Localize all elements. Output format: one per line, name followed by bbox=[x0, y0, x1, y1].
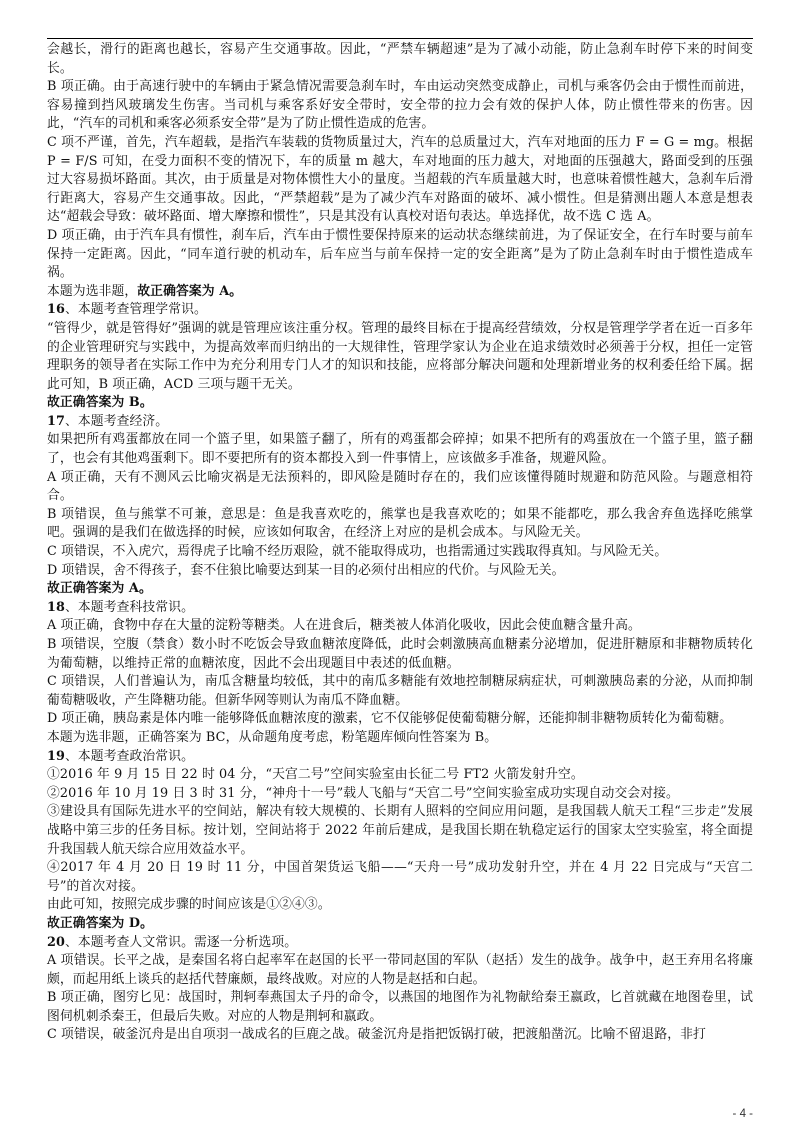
paragraph bbox=[47, 543, 753, 562]
answer-text: 故正确答案为 A。 bbox=[137, 283, 243, 299]
document-body bbox=[47, 41, 753, 1045]
paragraph-text: 、本题考查政治常识。 bbox=[65, 748, 194, 764]
question-number: 20 bbox=[47, 934, 66, 950]
paragraph-text: 本题为选非题， bbox=[47, 283, 138, 299]
question-number: 18 bbox=[47, 599, 66, 615]
paragraph bbox=[47, 636, 753, 673]
paragraph bbox=[47, 915, 753, 934]
paragraph-text: “管得少，就是管得好”强调的就是管理应该注重分权。管理的最终目标在于提高经营绩效，分权是管理学学者在近一百多年的企业管理研究与实践中，为提高效率而归纳出的一大规律性，管理学家认为企业在追求绩效时必须善于分权，担任一定管理职务的领导者在实际工作中为充分利用专门人才的知识和技能，应将部分解决问题和处理新增业务的权利委任给下属。据此可知，B 项正确，ACD 三项与题干无关。 bbox=[47, 320, 753, 392]
paragraph-text: 由此可知，按照完成步骤的时间应该是①②④③。 bbox=[47, 897, 331, 913]
paragraph bbox=[47, 710, 753, 729]
paragraph-text: B 项正确，图穷匕见：战国时，荆轲奉燕国太子丹的命令，以燕国的地图作为礼物献给秦王嬴政，匕首就藏在地图卷里，试图伺机刺杀秦王，但最后失败。对应的人物是荆轲和嬴政。 bbox=[47, 990, 753, 1024]
paragraph bbox=[47, 283, 753, 302]
paragraph bbox=[47, 413, 753, 432]
paragraph-text: 、本题考查管理学常识。 bbox=[65, 302, 207, 318]
paragraph-text: 本题为选非题，正确答案为 BC，从命题角度考虑，粉笔题库倾向性答案为 B。 bbox=[47, 729, 498, 745]
paragraph-text: D 项正确，胰岛素是体内唯一能够降低血糖浓度的激素，它不仅能够促使葡萄糖分解，还能抑制非糖物质转化为葡萄糖。 bbox=[47, 711, 733, 727]
paragraph bbox=[47, 394, 753, 413]
paragraph bbox=[47, 803, 753, 859]
paragraph bbox=[47, 989, 753, 1026]
paragraph bbox=[47, 859, 753, 896]
paragraph-text: 、本题考查经济。 bbox=[65, 413, 169, 429]
paragraph bbox=[47, 617, 753, 636]
answer-text: 故正确答案为 D。 bbox=[47, 915, 154, 931]
paragraph bbox=[47, 934, 753, 953]
question-number: 17 bbox=[47, 413, 66, 429]
paragraph-text: A 项正确，天有不测风云比喻灾祸是无法预料的，即风险是随时存在的，我们应该懂得随时规避和防范风险。与题意相符合。 bbox=[47, 469, 753, 504]
paragraph-text: C 项错误，人们普遍认为，南瓜含糖量均较低，其中的南瓜多糖能有效地控制糖尿病症状，可刺激胰岛素的分泌，从而抑制葡萄糖吸收，产生降糖功能。但新华网等则认为南瓜不降血糖。 bbox=[47, 674, 753, 708]
paragraph bbox=[47, 599, 753, 618]
paragraph bbox=[47, 748, 753, 767]
paragraph bbox=[47, 78, 753, 134]
paragraph bbox=[47, 320, 753, 394]
paragraph bbox=[47, 469, 753, 506]
paragraph bbox=[47, 673, 753, 710]
paragraph bbox=[47, 562, 753, 581]
paragraph-text: D 项错误，舍不得孩子，套不住狼比喻要达到某一目的必须付出相应的代价。与风险无关。 bbox=[47, 562, 565, 578]
paragraph-text: C 项错误，破釜沉舟是出自项羽一战成名的巨鹿之战。破釜沉舟是指把饭锅打破，把渡船凿沉。比喻不留退路，非打 bbox=[47, 1027, 706, 1043]
paragraph-text: 、本题考查人文常识。需逐一分析选项。 bbox=[65, 934, 298, 950]
answer-text: 故正确答案为 B。 bbox=[47, 395, 153, 411]
paragraph bbox=[47, 506, 753, 543]
paragraph-text: ④2017 年 4 月 20 日 19 时 11 分，中国首架货运飞船——“天舟一号”成功发射升空，并在 4 月 22 日完成与“天宫二号”的首次对接。 bbox=[47, 860, 753, 894]
paragraph-text: B 项正确。由于高速行驶中的车辆由于紧急情况需要急刹车时，车由运动突然变成静止，司机与乘客仍会由于惯性而前进，容易撞到挡风玻璃发生伤害。当司机与乘客系好安全带时，安全带的拉力会有效的保护人体，防止惯性带来的伤害。因此，“汽车的司机和乘客必须系安全带”是为了防止惯性造成的危害。 bbox=[47, 79, 753, 132]
paragraph bbox=[47, 896, 753, 915]
paragraph-text: B 项错误，鱼与熊掌不可兼，意思是：鱼是我喜欢吃的，熊掌也是我喜欢吃的；如果不能都吃，那么我舍弃鱼选择吃熊掌吧。强调的是我们在做选择的时候，应该如何取舍，在经济上对应的是机会成本。与风险无关。 bbox=[47, 506, 753, 541]
paragraph-text: ②2016 年 10 月 19 日 3 时 31 分，“神舟十一号”载人飞船与“天宫二号”空间实验室成功实现自动交会对接。 bbox=[47, 785, 679, 801]
paragraph-text: A 项错误。长平之战，是秦国名将白起率军在赵国的长平一带同赵国的军队（赵括）发生的战争。战争中，赵王弃用名将廉颇，而起用纸上谈兵的赵括代替廉颇，最终战败。对应的人物是赵括和白起。 bbox=[47, 953, 753, 987]
page-number: - 4 - bbox=[732, 1108, 753, 1120]
paragraph bbox=[47, 41, 753, 78]
paragraph-text: C 项错误，不入虎穴，焉得虎子比喻不经历艰险，就不能取得成功，也指需通过实践取得真知。与风险无关。 bbox=[47, 544, 668, 560]
paragraph bbox=[47, 729, 753, 748]
paragraph bbox=[47, 1026, 753, 1045]
paragraph bbox=[47, 785, 753, 804]
paragraph bbox=[47, 580, 753, 599]
paragraph-text: D 项正确，由于汽车具有惯性，刹车后，汽车由于惯性要保持原来的运动状态继续前进，为了保证安全，在行车时要与前车保持一定距离。因此，“同车道行驶的机动车，后车应当与前车保持一定的安全距离”是为了防止急刹车时由于惯性造成车祸。 bbox=[47, 227, 753, 281]
paragraph-text: ①2016 年 9 月 15 日 22 时 04 分，“天宫二号”空间实验室由长征二号 FT2 火箭发射升空。 bbox=[47, 767, 584, 783]
paragraph-text: 会越长，滑行的距离也越长，容易产生交通事故。因此，“严禁车辆超速”是为了减小动能，防止急刹车时停下来的时间变长。 bbox=[47, 42, 753, 76]
paragraph-text: C 项不严谨，首先，汽车超载，是指汽车装载的货物质量过大，汽车的总质量过大，汽车对地面的压力 F = G = mg。根据 P = F/S 可知，在受力面积不变的情况下，车的质量 m 越大，车对地面的压力越大，对地面的压强越大，路面受到的压强过大容易损坏路面。其次，由于质量是对物体惯性大小的量度。当超载的汽车质量越大时，也意味着惯性越大，急刹车后滑行距离大，容易产生交通事故。因此，“严禁超载”是为了减少汽车对路面的破坏、减小惯性。但是猜测出题人本意是想表达“超载会导致：破坏路面、增大摩擦和惯性”，只是其没有认真校对语句表达。单选择优，故不选 C 选 A。 bbox=[47, 134, 753, 225]
paragraph-text: ③建设具有国际先进水平的空间站，解决有较大规模的、长期有人照料的空间应用问题，是我国载人航天工程“三步走”发展战略中第三步的任务目标。按计划，空间站将于 2022 年前后建成，是我国长期在轨稳定运行的国家太空实验室，将全面提升我国载人航天综合应用效益水平。 bbox=[47, 804, 753, 857]
question-number: 16 bbox=[47, 302, 66, 318]
paragraph bbox=[47, 227, 753, 283]
paragraph bbox=[47, 301, 753, 320]
header-rule bbox=[47, 38, 753, 39]
paragraph-text: A 项正确，食物中存在大量的淀粉等糖类。人在进食后，糖类被人体消化吸收，因此会使血糖含量升高。 bbox=[47, 618, 641, 634]
paragraph-text: B 项错误，空腹（禁食）数小时不吃饭会导致血糖浓度降低，此时会刺激胰高血糖素分泌增加，促进肝糖原和非糖物质转化为葡萄糖，以维持正常的血糖浓度，因此不会出现题目中表述的低血糖。 bbox=[47, 637, 753, 671]
paragraph bbox=[47, 766, 753, 785]
paragraph bbox=[47, 134, 753, 227]
paragraph bbox=[47, 952, 753, 989]
paragraph-text: 如果把所有鸡蛋都放在同一个篮子里，如果篮子翻了，所有的鸡蛋都会碎掉；如果不把所有的鸡蛋放在一个篮子里，篮子翻了，也会有其他鸡蛋剩下。即不要把所有的资本都投入到一件事情上，应该做多手准备，规避风险。 bbox=[47, 432, 753, 467]
question-number: 19 bbox=[47, 748, 66, 764]
paragraph-text: 、本题考查科技常识。 bbox=[65, 599, 194, 615]
answer-text: 故正确答案为 A。 bbox=[47, 581, 152, 597]
paragraph bbox=[47, 431, 753, 468]
